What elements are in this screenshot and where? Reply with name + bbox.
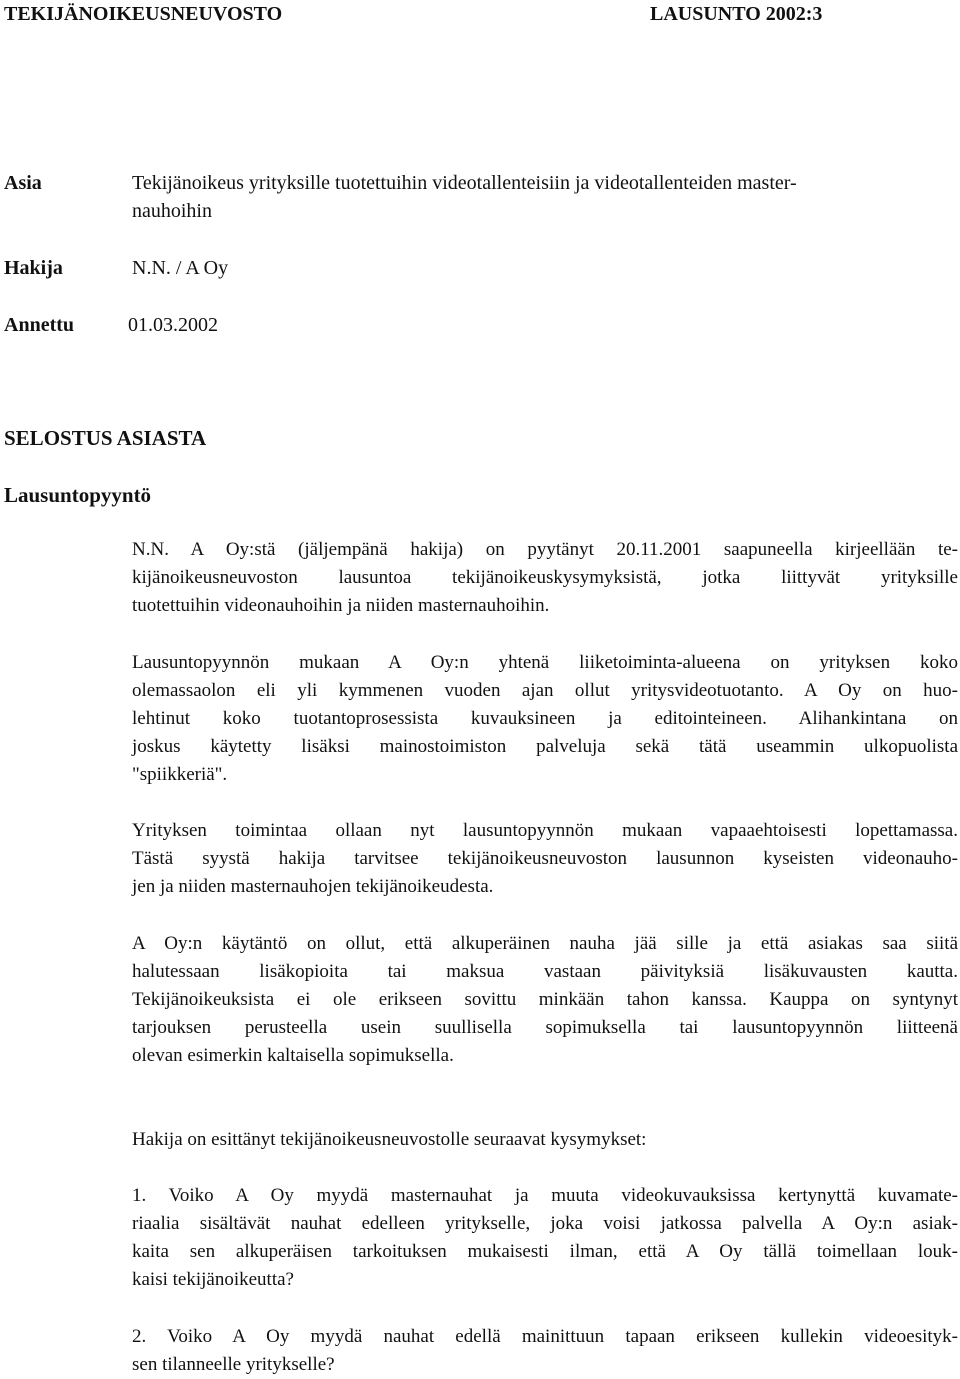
text-line: N.N. A Oy:stä (jäljempänä hakija) on pyytänyt 20.11.2001 saapuneella kirjeellään te- (132, 539, 958, 560)
paragraph-business (132, 649, 958, 789)
annettu-value: 01.03.2002 (128, 314, 218, 336)
text-line: halutessaan lisäkopioita tai maksua vastaan päivityksiä lisäkuvausten kautta. (132, 961, 958, 982)
text-line: "spiikkeriä". (132, 764, 228, 785)
paragraph-practice (132, 930, 958, 1070)
paragraph-request (132, 536, 958, 620)
text-line: 1. Voiko A Oy myydä masternauhat ja muuta videokuvauksissa kertynyttä kuvamate- (132, 1185, 958, 1206)
text-line: A Oy:n käytäntö on ollut, että alkuperäinen nauha jää sille ja että asiakas saa siitä (132, 933, 958, 954)
text-line: sen tilanneelle yritykselle? (132, 1354, 335, 1375)
text-line: joskus käytetty lisäksi mainostoimiston palveluja sekä tätä useammin ulkopuolista (132, 736, 958, 757)
text-line: Tekijänoikeuksista ei ole erikseen sovittu minkään tahon kanssa. Kauppa on syntynyt (132, 989, 958, 1010)
hakija-value: N.N. / A Oy (132, 257, 229, 279)
text-line: Tästä syystä hakija tarvitsee tekijänoikeusneuvoston lausunnon kyseisten videonauho- (132, 848, 958, 869)
paragraph-closing-business (132, 817, 958, 901)
paragraph-questions-intro (132, 1126, 958, 1154)
statement-reference: LAUSUNTO 2002:3 (650, 3, 823, 25)
text-line: kijänoikeusneuvoston lausuntoa tekijänoikeuskysymyksistä, jotka liittyvät yrityksille (132, 567, 958, 588)
issuer-title: TEKIJÄNOIKEUSNEUVOSTO (4, 3, 283, 25)
text-line: Lausuntopyynnön mukaan A Oy:n yhtenä liiketoiminta-alueena on yrityksen koko (132, 652, 958, 673)
text-line: lehtinut koko tuotantoprosessista kuvauksineen ja editointeineen. Alihankintana on (132, 708, 958, 729)
text-line: Yrityksen toimintaa ollaan nyt lausuntopyynnön mukaan vapaaehtoisesti lopettamassa. (132, 820, 958, 841)
text-line: kaita sen alkuperäisen tarkoituksen mukaisesti ilman, että A Oy tällä toimellaan louk- (132, 1241, 958, 1262)
text-line: Hakija on esittänyt tekijänoikeusneuvostolle seuraavat kysymykset: (132, 1129, 647, 1150)
sub-heading: Lausuntopyyntö (4, 483, 152, 507)
text-line: jen ja niiden masternauhojen tekijänoikeudesta. (132, 876, 494, 897)
question-1 (132, 1182, 958, 1294)
asia-label: Asia (4, 172, 42, 194)
text-line: tarjouksen perusteella usein suullisella sopimuksella tai lausuntopyynnön liitteenä (132, 1017, 958, 1038)
text-line: olevan esimerkin kaltaisella sopimuksella. (132, 1045, 454, 1066)
asia-value-line2: nauhoihin (132, 200, 212, 222)
asia-value-line1: Tekijänoikeus yrityksille tuotettuihin videotallenteisiin ja videotallenteiden master- (132, 172, 797, 194)
annettu-label: Annettu (4, 314, 75, 336)
text-line: olemassaolon eli yli kymmenen vuoden ajan ollut yritysvideotuotanto. A Oy on huo- (132, 680, 958, 701)
section-heading: SELOSTUS ASIASTA (4, 426, 207, 450)
text-line: kaisi tekijänoikeutta? (132, 1269, 294, 1290)
hakija-label: Hakija (4, 257, 63, 279)
text-line: riaalia sisältävät nauhat edelleen yritykselle, joka voisi jatkossa palvella A Oy:n asiak- (132, 1213, 958, 1234)
text-line: 2. Voiko A Oy myydä nauhat edellä mainittuun tapaan erikseen kullekin videoesityk- (132, 1326, 958, 1347)
text-line: tuotettuihin videonauhoihin ja niiden masternauhoihin. (132, 595, 550, 616)
question-2 (132, 1323, 958, 1379)
